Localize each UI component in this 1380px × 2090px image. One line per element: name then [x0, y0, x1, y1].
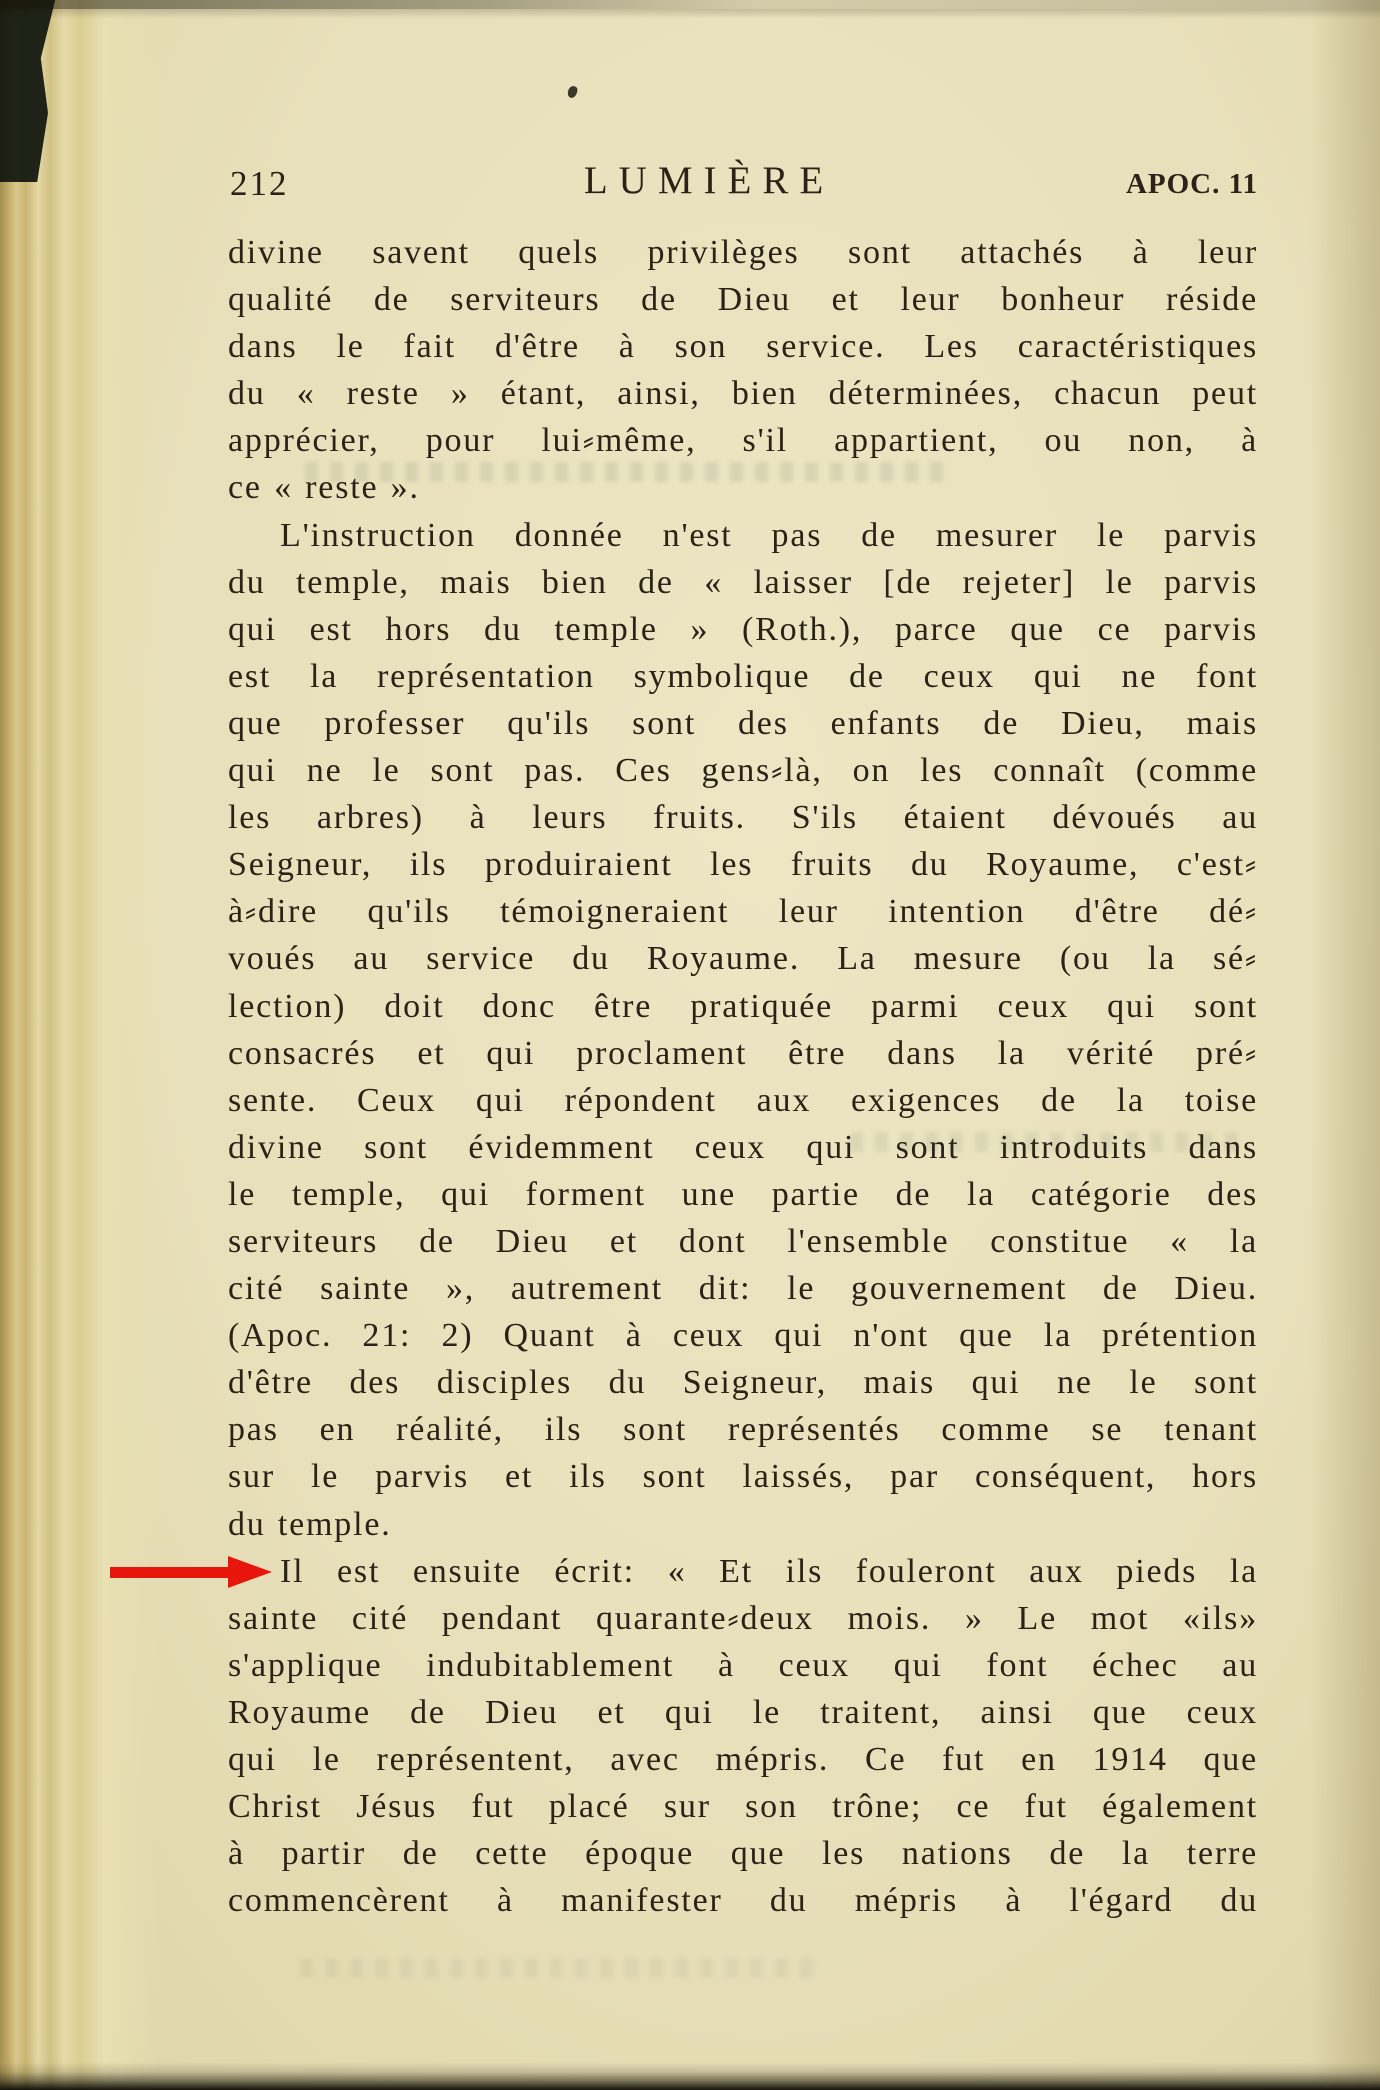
text-line: Seigneur, ils produiraient les fruits du Royaume, c'est⸗ [228, 846, 1258, 884]
text-line: dans le fait d'être à son service. Les caractéristiques [228, 328, 1258, 366]
scan-bottom-shadow [0, 2062, 1380, 2090]
red-arrow-icon [110, 1556, 272, 1588]
text-line: qui ne le sont pas. Ces gens⸗là, on les connaît (comme [228, 752, 1258, 790]
text-line: sainte cité pendant quarante⸗deux mois. » Le mot «ils» [228, 1599, 1258, 1637]
text-line: qui est hors du temple » (Roth.), parce que ce parvis [228, 610, 1258, 648]
text-line: consacrés et qui proclament être dans la vérité pré⸗ [228, 1034, 1258, 1072]
text-line: sente. Ceux qui répondent aux exigences de la toise [228, 1081, 1258, 1119]
text-line: divine sont évidemment ceux qui sont introduits dans [228, 1128, 1258, 1166]
text-line: ce « reste ». [228, 469, 420, 507]
page-number: 212 [230, 164, 289, 203]
text-line: lection) doit donc être pratiquée parmi ceux qui sont [228, 987, 1258, 1025]
page-stack-edge [0, 0, 160, 2090]
book-title: LUMIÈRE [583, 159, 835, 202]
text-line: Il est ensuite écrit: « Et ils fouleront aux pieds la [280, 1552, 1258, 1590]
text-line: pas en réalité, ils sont représentés comme se tenant [228, 1411, 1258, 1449]
body-text [228, 229, 1258, 1924]
text-line: Royaume de Dieu et qui le traitent, ainsi que ceux [228, 1693, 1258, 1731]
text-line: L'instruction donnée n'est pas de mesurer le parvis [280, 516, 1258, 554]
text-line: cité sainte », autrement dit: le gouvernement de Dieu. [228, 1270, 1258, 1308]
text-line: serviteurs de Dieu et dont l'ensemble constitue « la [228, 1222, 1258, 1260]
text-line: les arbres) à leurs fruits. S'ils étaient dévoués au [228, 799, 1258, 837]
text-line: d'être des disciples du Seigneur, mais qui ne le sont [228, 1364, 1258, 1402]
red-arrow-head [228, 1556, 272, 1588]
text-line: à⸗dire qu'ils témoigneraient leur intention d'être dé⸗ [228, 893, 1258, 931]
page-curve-shade [1310, 0, 1380, 2090]
ink-speck [567, 85, 579, 99]
text-line: (Apoc. 21: 2) Quant à ceux qui n'ont que la prétention [228, 1317, 1258, 1355]
running-header [228, 156, 1258, 212]
text-line: est la représentation symbolique de ceux qui ne font [228, 657, 1258, 695]
text-line: du temple. [228, 1505, 392, 1543]
text-line: sur le parvis et ils sont laissés, par conséquent, hors [228, 1458, 1258, 1496]
text-line: que professer qu'ils sont des enfants de Dieu, mais [228, 704, 1258, 742]
text-line: divine savent quels privilèges sont attachés à leur [228, 234, 1258, 271]
red-arrow-shaft [110, 1567, 234, 1578]
text-line: à partir de cette époque que les nations de la terre [228, 1835, 1258, 1873]
scripture-reference: APOC. 11 [1125, 168, 1258, 200]
text-line: voués au service du Royaume. La mesure (ou la sé⸗ [228, 940, 1258, 978]
text-line: Christ Jésus fut placé sur son trône; ce fut également [228, 1788, 1258, 1826]
text-line: commencèrent à manifester du mépris à l'égard du [228, 1882, 1258, 1920]
text-line: apprécier, pour lui⸗même, s'il appartient, ou non, à [228, 422, 1258, 460]
text-line: qui le représentent, avec mépris. Ce fut en 1914 que [228, 1741, 1258, 1778]
text-line: du « reste » étant, ainsi, bien déterminées, chacun peut [228, 375, 1258, 413]
text-line: du temple, mais bien de « laisser [de rejeter] le parvis [228, 563, 1258, 601]
text-line: le temple, qui forment une partie de la catégorie des [228, 1175, 1258, 1213]
bleed-through-text [300, 1958, 820, 1978]
scan-top-shadow [0, 0, 1380, 9]
text-line: s'applique indubitablement à ceux qui font échec au [228, 1646, 1258, 1684]
text-line: qualité de serviteurs de Dieu et leur bonheur réside [228, 281, 1258, 319]
